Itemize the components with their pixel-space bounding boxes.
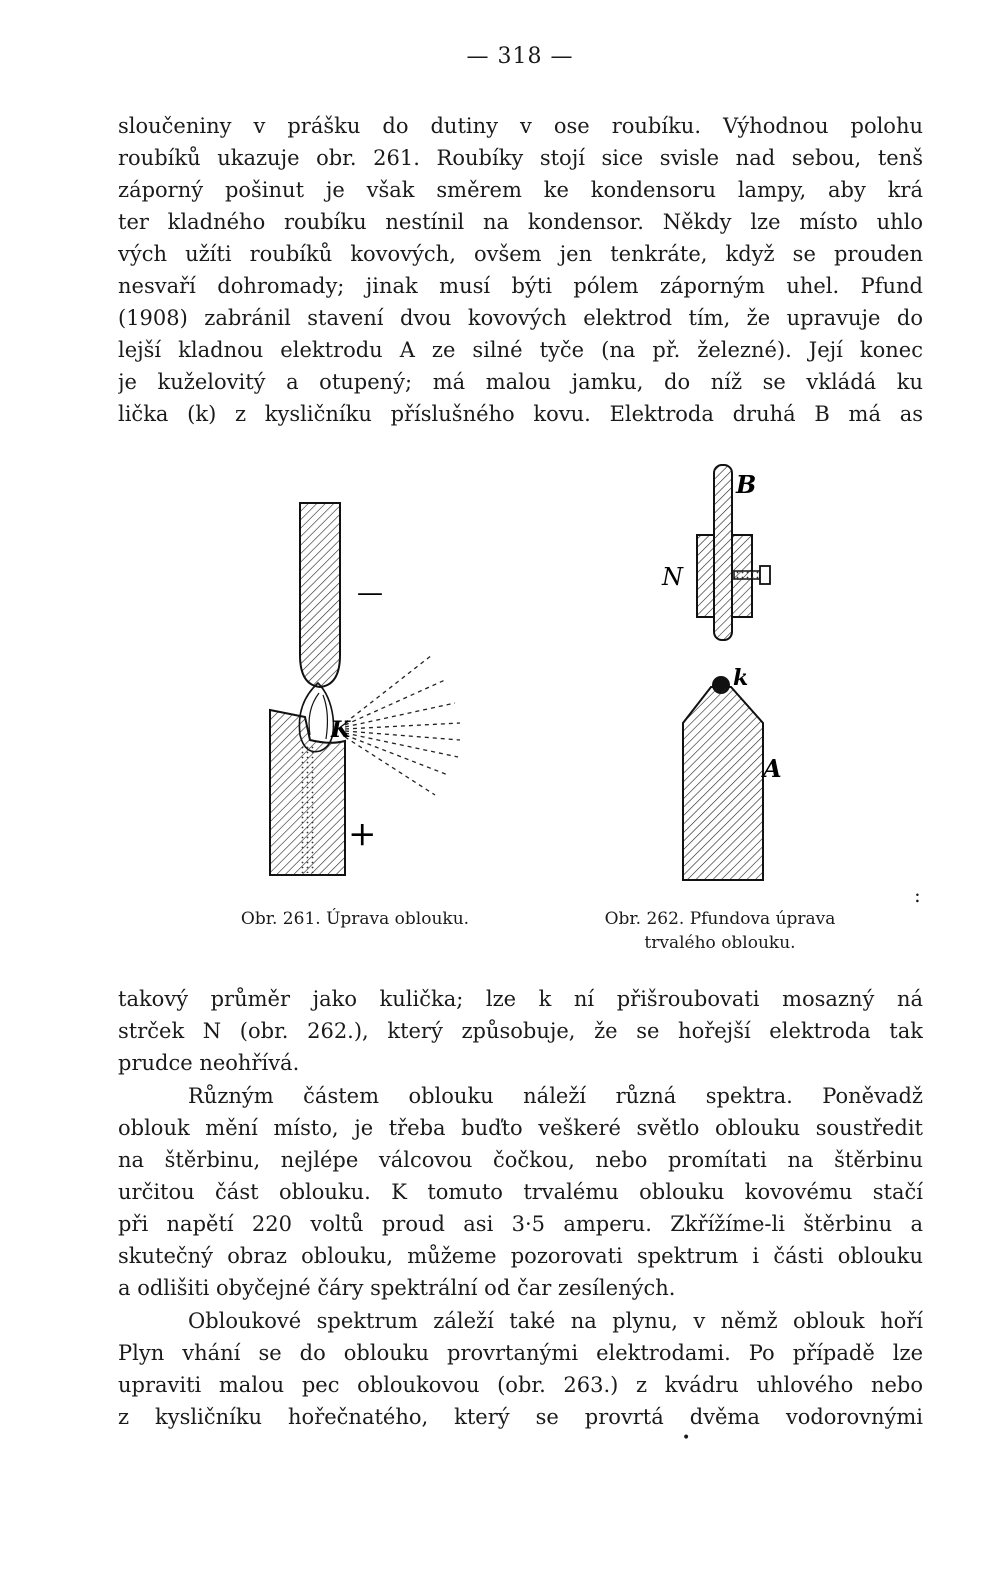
negative-electrode [300, 503, 340, 687]
text-line: prudce neohřívá. [118, 1051, 300, 1075]
label-b: B [736, 470, 757, 499]
text-line: takový průměr jako kulička; lze k ní přišroubovati mosazný ná [118, 987, 923, 1011]
text-line: vých užíti roubíků kovových, ovšem jen tenkráte, když se prouden [118, 242, 923, 266]
label-k-262: k [733, 665, 749, 691]
upper-electrode-b [714, 465, 732, 640]
text-line: lejší kladnou elektrodu A ze silné tyče (na př. železné). Její konec [118, 338, 923, 362]
stray-mark: • [682, 1430, 691, 1446]
paragraph-4 [118, 1305, 923, 1433]
sleeve-n-left [697, 535, 714, 617]
positive-electrode-core [300, 745, 314, 873]
label-k-261: K [331, 717, 351, 743]
minus-sign: — [357, 578, 383, 608]
page-number: — 318 — [466, 44, 574, 69]
light-rays [345, 655, 460, 795]
text-line: sloučeniny v prášku do dutiny v ose roubíku. Výhodnou polohu [118, 114, 923, 138]
text-line: záporný pošinut je však směrem ke kondensoru lampy, aby krá [118, 178, 923, 202]
paragraph-1 [118, 110, 923, 430]
caption-figure-262 [570, 907, 870, 955]
stray-mark: : [914, 883, 921, 907]
text-line: z kysličníku hořečnatého, který se provrtá dvěma vodorovnými [118, 1405, 923, 1429]
caption-figure-261: Obr. 261. Úprava oblouku. [240, 909, 470, 929]
figure-261 [270, 503, 460, 875]
text-line: lička (k) z kysličníku příslušného kovu. Elektroda druhá B má as [118, 402, 923, 426]
text-line: upraviti malou pec obloukovou (obr. 263.) z kvádru uhlového nebo [118, 1373, 923, 1397]
arc-flame-inner [309, 693, 327, 739]
plus-sign: + [348, 814, 377, 854]
text-line: strček N (obr. 262.), který způsobuje, že se hořejší elektroda tak [118, 1019, 923, 1043]
text-line: na štěrbinu, nejlépe válcovou čočkou, nebo promítati na štěrbinu [118, 1148, 923, 1172]
text-line: ter kladného roubíku nestínil na kondensor. Někdy lze místo uhlo [118, 210, 923, 234]
text-line: nesvaří dohromady; jinak musí býti pólem záporným uhel. Pfund [118, 274, 923, 298]
text-line: při napětí 220 voltů proud asi 3·5 amperu. Zkřížíme-li štěrbinu a [118, 1212, 923, 1236]
label-n: N [662, 563, 683, 591]
text-line: Různým částem oblouku náleží různá spektra. Poněvadž [188, 1084, 923, 1108]
caption-line: trvalého oblouku. [644, 933, 796, 953]
text-line: skutečný obraz oblouku, můžeme pozorovati spektrum i části oblouku [118, 1244, 923, 1268]
label-a: A [763, 754, 782, 783]
text-line: oblouk mění místo, je třeba buďto veškeré světlo oblouku soustředit [118, 1116, 923, 1140]
text-line: roubíků ukazuje obr. 261. Roubíky stojí sice svisle nad sebou, tenš [118, 146, 923, 170]
text-line: je kuželovitý a otupený; má malou jamku, do níž se vkládá ku [118, 370, 923, 394]
paragraph-3 [118, 1080, 923, 1304]
text-line: a odlišiti obyčejné čáry spektrální od čar zesílených. [118, 1276, 676, 1300]
text-line: Obloukové spektrum záleží také na plynu, v němž oblouk hoří [188, 1309, 923, 1333]
screw-head [760, 566, 770, 584]
text-line: Plyn vhání se do oblouku provrtanými elektrodami. Po případě lze [118, 1341, 923, 1365]
lower-electrode-a [683, 687, 763, 880]
set-screw [734, 571, 760, 579]
text-line: určitou část oblouku. K tomuto trvalému oblouku kovovému stačí [118, 1180, 923, 1204]
caption-line: Obr. 262. Pfundova úprava [604, 909, 836, 929]
paragraph-2 [118, 983, 923, 1079]
text-line: (1908) zabránil stavení dvou kovových elektrod tím, že upravuje do [118, 306, 923, 330]
figure-illustrations [0, 455, 1000, 975]
figures-area [0, 455, 1000, 975]
figure-262 [661, 465, 782, 880]
